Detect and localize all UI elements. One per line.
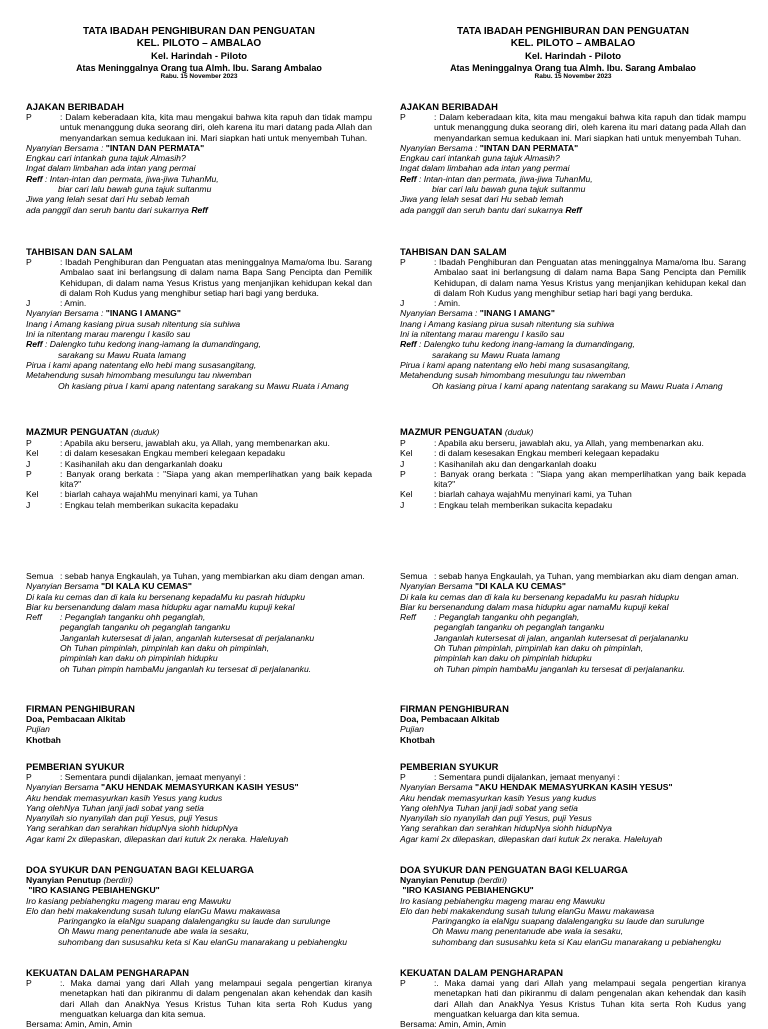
song-line: suhombang dan sususahku keta si Kau elanGu manarakang u pebiahengku (432, 936, 722, 947)
song-heading: Nyanyian Penutup (berdiri) (26, 875, 133, 885)
liturgy-line: P : Ibadah Penghiburan dan Penguatan atas meninggalnya Mama/oma Ibu. Sarang Ambalao saat ini berlangsung di dalam nama Bapa Sang Pencipta dan Pemilik Kehidupan, di dalam nama Yesus Kristus yang menjanjikan kehidupan kekal dan di dalam Roh Kudus yang menghibur setiap hari bagi yang berduka. (26, 257, 372, 298)
section-title: MAZMUR PENGUATAN (duduk) (26, 426, 160, 437)
responsive-line: P : Banyak orang berkata : "Siapa yang akan memperlihatkan yang baik kepada kita?" (400, 468, 746, 490)
song-line: Yang olehNya Tuhan janji jadi sobat yang setia (400, 802, 578, 813)
firman-line: Pujian (400, 724, 424, 735)
song-line: Pirua i kami apang natentang ello hebi mang susasangitang, (26, 359, 257, 370)
section-doa (26, 864, 372, 947)
song-line: ada panggil dan seruh bantu dari sukarnya Reff (26, 204, 208, 215)
firman-line: Doa, Pembacaan Alkitab (26, 714, 126, 724)
section-title: TAHBISAN DAN SALAM (26, 246, 133, 257)
song-line: suhombang dan sususahku keta si Kau elanGu manarakang u pebiahengku (58, 936, 348, 947)
section-title: PEMBERIAN SYUKUR (400, 761, 499, 772)
section-ajakan (26, 101, 372, 215)
section-syukur (26, 761, 372, 844)
responsive-line: Kel : biarlah cahaya wajahMu menyinari kami, ya Tuhan (26, 489, 258, 500)
header-date: Rabu. 15 November 2023 (534, 73, 612, 80)
song-line: Yang olehNya Tuhan janji jadi sobat yang setia (26, 802, 204, 813)
header-family: KEL. PILOTO – AMBALAO (136, 38, 262, 49)
song-line: biar cari lalu bawah guna tajuk sultanmu (432, 184, 586, 195)
song-line: oh Tuhan pimpin hambaMu janganlah ku tersesat di perjalananku. (60, 663, 312, 674)
song-reff: Reff : Peganglah tanganku ohh peganglah, (400, 612, 580, 623)
song-heading: Nyanyian Bersama : "INTAN DAN PERMATA" (26, 142, 205, 153)
song-line: Ini ia nitentang marau marengu I kasilo sau (26, 329, 191, 340)
liturgy-line: J : Amin. (400, 298, 461, 309)
song-heading: Nyanyian Penutup (berdiri) (400, 875, 507, 885)
song-line: peganglah tanganku oh peganglah tanganku (434, 622, 605, 633)
song-line: Ini ia nitentang marau marengu I kasilo sau (400, 329, 565, 340)
firman-line: Khotbah (400, 734, 435, 745)
song-reff: Reff : Dalengko tuhu kedong inang-iamang la dumandingang, (26, 339, 261, 350)
liturgy-line: P : Ibadah Penghiburan dan Penguatan atas meninggalnya Mama/oma Ibu. Sarang Ambalao saat ini berlangsung di dalam nama Bapa Sang Pencipta dan Pemilik Kehidupan, di dalam nama Yesus Kristus yang menjanjikan kehidupan kekal dan di dalam Roh Kudus yang menghibur setiap hari bagi yang berduka. (400, 257, 746, 298)
song-line: Agar kami 2x dilepaskan, dilepaskan dari kutuk 2x neraka. Haleluyah (400, 833, 663, 844)
firman-line: Khotbah (26, 734, 61, 745)
song-line: Inang i Amang kasiang pirua susah nitentung sia suhiwa (400, 318, 615, 329)
song-heading: Nyanyian Bersama : "INANG I AMANG" (400, 308, 555, 319)
song-line: Ingat dalam limbahan ada intan yang permai (26, 163, 196, 174)
liturgy-line: P : Dalam keberadaan kita, kita mau mengakui bahwa kita rapuh dan tidak mampu untuk menanggung duka seorang diri, oleh karena itu mari datang pada Allah dan menyandarkan semua kedukaan ini. Mari siapkan hati untuk menyembah Tuhan. (26, 112, 372, 143)
song-heading: Nyanyian Bersama "DI KALA KU CEMAS" (400, 581, 566, 592)
section-title: KEKUATAN DALAM PENGHARAPAN (400, 967, 564, 978)
liturgy-line: P :. Maka damai yang dari Allah yang melampaui segala pengertian kiranya menetapkan hati dan pikiranmu di dalam pengenalan akan kehendak dan kasih dari Allah dan AnakNya Yesus Kristus Tuhan kita serta Roh Kudus yang menguatkan keluarga dan kita semua. (400, 978, 746, 1019)
responsive-line: Semua : sebab hanya Engkaulah, ya Tuhan, yang membiarkan aku diam dengan aman. (400, 571, 739, 581)
liturgy-line: P : Sementara pundi dijalankan, jemaat menyanyi : (26, 772, 246, 782)
responsive-line: Kel : biarlah cahaya wajahMu menyinari kami, ya Tuhan (400, 489, 632, 500)
song-line: Di kala ku cemas dan di kala ku bersenang kepadaMu ku pasrah hidupku (400, 591, 679, 602)
responsive-line: J : Engkau telah memberikan sukacita kepadaku (400, 499, 613, 510)
section-firman (400, 703, 746, 745)
header-date: Rabu. 15 November 2023 (160, 73, 238, 80)
section-semua (26, 571, 372, 674)
header-family: KEL. PILOTO – AMBALAO (510, 38, 636, 49)
song-heading: Nyanyian Bersama : "INANG I AMANG" (26, 308, 181, 319)
song-reff: Reff : Intan-intan dan permata, jiwa-jiwa TuhanMu, (26, 173, 219, 184)
liturgy-line: P :. Maka damai yang dari Allah yang melampaui segala pengertian kiranya menetapkan hati dan pikiranmu di dalam pengenalan akan kehendak dan kasih dari Allah dan AnakNya Yesus Kristus Tuhan kita serta Roh Kudus yang menguatkan keluarga dan kita semua. (26, 978, 372, 1019)
song-line: Oh kasiang pirua I kami apang natentang sarakang su Mawu Ruata i Amang (58, 380, 349, 391)
song-reff: Reff : Dalengko tuhu kedong inang-iamang la dumandingang, (400, 339, 635, 350)
song-line: Yang serahkan dan serahkan hidupNya siohh hidupNya (400, 823, 612, 834)
song-line: Biar ku bersenandung dalam masa hidupku agar namaMu kupuji kekal (400, 601, 669, 612)
song-title: "IRO KASIANG PEBIAHENGKU" (28, 885, 160, 896)
song-line: Metahendung susah himombang mesulungu tau niwemban (400, 370, 626, 381)
song-line: Iro kasiang pebiahengku mageng marau eng Mawuku (400, 895, 605, 906)
song-line: Biar ku bersenandung dalam masa hidupku agar namaMu kupuji kekal (26, 601, 295, 612)
section-doa (400, 864, 746, 947)
header-family-2: Kel. Harindah - Piloto (524, 51, 622, 62)
song-line: Aku hendak memasyurkan kasih Yesus yang kudus (400, 792, 597, 803)
responsive-line: J : Kasihanilah aku dan dengarkanlah doaku (400, 458, 597, 469)
song-line: ada panggil dan seruh bantu dari sukarnya Reff (400, 204, 582, 215)
section-firman (26, 703, 372, 745)
song-line: Oh kasiang pirua I kami apang natentang sarakang su Mawu Ruata i Amang (432, 380, 723, 391)
song-line: Pirua i kami apang natentang ello hebi mang susasangitang, (400, 359, 631, 370)
song-line: Engkau cari intankah guna tajuk Almasih? (26, 153, 186, 164)
header-title: TATA IBADAH PENGHIBURAN DAN PENGUATAN (456, 26, 690, 37)
song-line: Paringangko ia elaNgu suapang dalalengangku su laude dan surulunge (432, 916, 705, 927)
song-title: "IRO KASIANG PEBIAHENGKU" (402, 885, 534, 896)
song-line: Oh Mawu mang penentanude abe wala ia sesaku, (432, 926, 624, 937)
section-tahbisan (26, 246, 372, 391)
song-line: peganglah tanganku oh peganglah tanganku (60, 622, 231, 633)
song-heading: Nyanyian Bersama "AKU HENDAK MEMASYURKAN KASIH YESUS" (400, 782, 673, 793)
responsive-line: P : Banyak orang berkata : "Siapa yang akan memperlihatkan yang baik kepada kita?" (26, 468, 372, 490)
song-line: Engkau cari intankah guna tajuk Almasih? (400, 153, 560, 164)
header-title: TATA IBADAH PENGHIBURAN DAN PENGUATAN (82, 26, 316, 37)
song-heading: Nyanyian Bersama "AKU HENDAK MEMASYURKAN KASIH YESUS" (26, 782, 299, 793)
song-line: Nyanyilah sio nyanyilah dan puji Yesus, puji Yesus (26, 813, 218, 824)
responsive-line: Kel : di dalam kesesakan Engkau memberi kelegaan kepadaku (400, 448, 660, 459)
song-line: Janganlah kutersesat di jalan, anganlah kutersesat di perjalananku (434, 632, 689, 643)
liturgy-line: Bersama : Amin, Amin, Amin (400, 1019, 507, 1029)
song-reff: Reff : Peganglah tanganku ohh peganglah, (26, 612, 206, 623)
song-line: pimpinlah kan daku oh pimpinlah hidupku (434, 653, 592, 664)
liturgy-line: P : Sementara pundi dijalankan, jemaat menyanyi : (400, 772, 620, 782)
song-line: Di kala ku cemas dan di kala ku bersenang kepadaMu ku pasrah hidupku (26, 591, 305, 602)
section-title: KEKUATAN DALAM PENGHARAPAN (26, 967, 190, 978)
responsive-line: P : Apabila aku berseru, jawablah aku, ya Allah, yang membenarkan aku. (26, 438, 330, 448)
section-ajakan (400, 101, 746, 215)
song-line: oh Tuhan pimpin hambaMu janganlah ku tersesat di perjalananku. (434, 663, 686, 674)
section-mazmur (400, 426, 746, 510)
section-title: DOA SYUKUR DAN PENGUATAN BAGI KELUARGA (26, 864, 254, 875)
song-line: Metahendung susah himombang mesulungu tau niwemban (26, 370, 252, 381)
section-title: FIRMAN PENGHIBURAN (400, 703, 509, 714)
song-line: Oh Tuhan pimpinlah, pimpinlah kan daku oh pimpinlah, (434, 643, 644, 654)
song-line: Jiwa yang lelah sesat dari Hu sebab lemah (26, 194, 190, 205)
song-line: Nyanyilah sio nyanyilah dan puji Yesus, puji Yesus (400, 813, 592, 824)
song-line: Paringangko ia elaNgu suapang dalalengangku su laude dan surulunge (58, 916, 331, 927)
header-family-2: Kel. Harindah - Piloto (150, 51, 248, 62)
song-line: Janganlah kutersesat di jalan, anganlah kutersesat di perjalananku (60, 632, 315, 643)
song-line: Iro kasiang pebiahengku mageng marau eng Mawuku (26, 895, 231, 906)
section-title: TAHBISAN DAN SALAM (400, 246, 507, 257)
section-mazmur (26, 426, 372, 510)
song-line: Yang serahkan dan serahkan hidupNya siohh hidupNya (26, 823, 238, 834)
song-line: sarakang su Mawu Ruata lamang (58, 349, 187, 360)
song-line: Oh Mawu mang penentanude abe wala ia sesaku, (58, 926, 250, 937)
section-title: PEMBERIAN SYUKUR (26, 761, 125, 772)
section-semua (400, 571, 746, 674)
header-occasion: Atas Meninggalnya Orang tua Almh. Ibu. Sarang Ambalao (76, 63, 322, 73)
song-line: Aku hendak memasyurkan kasih Yesus yang kudus (26, 792, 223, 803)
header-occasion: Atas Meninggalnya Orang tua Almh. Ibu. Sarang Ambalao (450, 63, 696, 73)
song-line: Elo dan hebi makakendung susah tulung elanGu Mawu makawasa (26, 905, 281, 916)
firman-line: Doa, Pembacaan Alkitab (400, 714, 500, 724)
responsive-line: P : Apabila aku berseru, jawablah aku, ya Allah, yang membenarkan aku. (400, 438, 704, 448)
section-kekuatan (400, 967, 746, 1029)
section-title: FIRMAN PENGHIBURAN (26, 703, 135, 714)
section-title: MAZMUR PENGUATAN (duduk) (400, 426, 534, 437)
responsive-line: J : Kasihanilah aku dan dengarkanlah doaku (26, 458, 223, 469)
song-line: Elo dan hebi makakendung susah tulung elanGu Mawu makawasa (400, 905, 655, 916)
song-line: Oh Tuhan pimpinlah, pimpinlah kan daku oh pimpinlah, (60, 643, 270, 654)
section-title: AJAKAN BERIBADAH (400, 101, 498, 112)
song-heading: Nyanyian Bersama : "INTAN DAN PERMATA" (400, 142, 579, 153)
section-tahbisan (400, 246, 746, 391)
section-syukur (400, 761, 746, 844)
liturgy-line: P : Dalam keberadaan kita, kita mau mengakui bahwa kita rapuh dan tidak mampu untuk menanggung duka seorang diri, oleh karena itu mari datang pada Allah dan menyandarkan semua kedukaan ini. Mari siapkan hati untuk menyembah Tuhan. (400, 112, 746, 143)
responsive-line: Kel : di dalam kesesakan Engkau memberi kelegaan kepadaku (26, 448, 286, 459)
liturgy-line: Bersama : Amin, Amin, Amin (26, 1019, 133, 1029)
section-kekuatan (26, 967, 372, 1029)
section-title: AJAKAN BERIBADAH (26, 101, 124, 112)
song-line: sarakang su Mawu Ruata lamang (432, 349, 561, 360)
section-title: DOA SYUKUR DAN PENGUATAN BAGI KELUARGA (400, 864, 628, 875)
song-line: Ingat dalam limbahan ada intan yang permai (400, 163, 570, 174)
firman-line: Pujian (26, 724, 50, 735)
liturgy-line: J : Amin. (26, 298, 87, 309)
song-heading: Nyanyian Bersama "DI KALA KU CEMAS" (26, 581, 192, 592)
responsive-line: Semua : sebab hanya Engkaulah, ya Tuhan, yang membiarkan aku diam dengan aman. (26, 571, 365, 581)
song-reff: Reff : Intan-intan dan permata, jiwa-jiwa TuhanMu, (400, 173, 593, 184)
responsive-line: J : Engkau telah memberikan sukacita kepadaku (26, 499, 239, 510)
song-line: pimpinlah kan daku oh pimpinlah hidupku (60, 653, 218, 664)
song-line: Agar kami 2x dilepaskan, dilepaskan dari kutuk 2x neraka. Haleluyah (26, 833, 289, 844)
song-line: Jiwa yang lelah sesat dari Hu sebab lemah (400, 194, 564, 205)
song-line: biar cari lalu bawah guna tajuk sultanmu (58, 184, 212, 195)
song-line: Inang i Amang kasiang pirua susah nitentung sia suhiwa (26, 318, 241, 329)
